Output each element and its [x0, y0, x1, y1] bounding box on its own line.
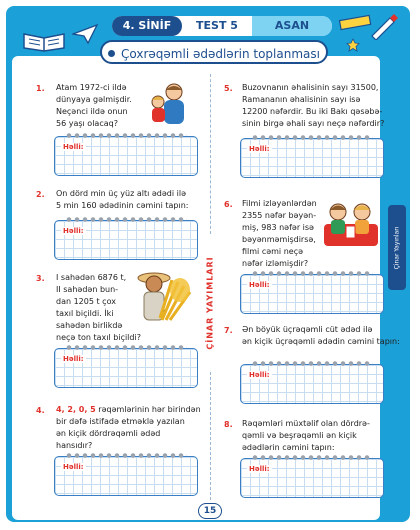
vertical-brand [203, 235, 217, 370]
answer-label: Həlli: [63, 227, 84, 235]
question-line: Buzovnanın əhalisinin sayı 31500, [242, 83, 379, 92]
question-line: 5 min 160 ədədinin cəmini tapın: [56, 201, 189, 210]
answer-label: Həlli: [249, 371, 270, 379]
question-text [56, 188, 188, 212]
question-line: Filmi izləyənlərdən [242, 199, 317, 208]
answer-label: Həlli: [249, 145, 270, 153]
question-number: 5. [224, 84, 233, 93]
question-line: ən kiçik üçrəqəmli ədədin cəmini tapın: [242, 337, 400, 346]
question-line-rest: rəqəmlərinin hər birindən [95, 405, 201, 414]
question-line: neçə ton taxıl biçildi? [56, 333, 141, 342]
column-divider-bottom [210, 372, 211, 500]
answer-box[interactable] [54, 348, 198, 388]
answer-label: Həlli: [63, 355, 84, 363]
question-line: I sahədən 6876 t, [56, 273, 127, 282]
answer-box[interactable] [240, 458, 384, 498]
answer-label: Həlli: [249, 281, 270, 289]
page-title-text: Çoxrəqəmli ədədlərin toplanması [121, 47, 320, 61]
question-line: Ən böyük üçrəqəmli cüt ədəd ilə [242, 325, 373, 334]
question-number: 3. [36, 274, 45, 283]
question-text [56, 272, 141, 344]
question-line: sinin birgə əhali sayı neçə nəfərdir? [242, 119, 385, 128]
answer-box[interactable] [240, 138, 384, 178]
answer-box[interactable] [54, 456, 198, 496]
book-icon [22, 28, 66, 52]
question-line: bəyənməmişdirsə, [242, 235, 316, 244]
answer-label: Həlli: [63, 463, 84, 471]
page-title [100, 40, 328, 64]
question-line: 56 yaşı olacaq? [56, 119, 118, 128]
test-label: TEST 5 [196, 19, 238, 32]
question-line: sahədən birlikdə [56, 321, 123, 330]
father-child-illustration [142, 82, 192, 128]
question-line: taxıl biçildi. İki [56, 309, 114, 318]
question-line [56, 404, 201, 416]
answer-label: Həlli: [63, 143, 84, 151]
answer-label: Həlli: [249, 465, 270, 473]
question-number: 2. [36, 190, 45, 199]
farmer-wheat-illustration [132, 268, 194, 328]
question-number: 1. [36, 84, 45, 93]
question-text [56, 404, 201, 452]
question-number: 6. [224, 200, 233, 209]
question-line: On dörd min üç yüz altı ədədi ilə [56, 189, 186, 198]
pencil-icon [368, 10, 398, 40]
question-line: dan 1205 t çox [56, 297, 116, 306]
answer-box[interactable] [54, 220, 198, 260]
level-badge: ASAN [252, 16, 332, 36]
question-line: qəmli və beşrəqəmli ən kiçik [242, 431, 357, 440]
question-line: II sahədən bun- [56, 285, 119, 294]
question-line: Atam 1972-ci ildə [56, 83, 127, 92]
question-text [242, 198, 317, 270]
page-number: 15 [198, 503, 222, 519]
grade-badge: 4. SİNİF [112, 16, 182, 36]
question-number: 7. [224, 326, 233, 335]
answer-box[interactable] [240, 274, 384, 314]
question-line: Ramananın əhalisinin sayı isə [242, 95, 361, 104]
question-line: Neçənci ildə onun [56, 107, 128, 116]
title-bullet-icon [108, 50, 115, 57]
question-line: miş, 983 nəfər isə [242, 223, 314, 232]
question-text [56, 82, 132, 130]
ruler-icon [338, 12, 372, 34]
question-line: ədədlərin cəmini tapın: [242, 443, 335, 452]
star-icon [346, 38, 360, 52]
question-line: filmi cəmi neçə [242, 247, 304, 256]
paper-plane-icon [72, 24, 98, 44]
question-line: dünyaya gəlmişdir. [56, 95, 132, 104]
question-line: bir dəfə istifadə etməklə yazılan [56, 417, 185, 426]
question-number: 4. [36, 406, 45, 415]
question-number: 8. [224, 420, 233, 429]
question-line: ən kiçik dördrəqəmli ədəd [56, 429, 161, 438]
answer-box[interactable] [54, 136, 198, 176]
question-text [242, 82, 384, 130]
question-text [242, 418, 370, 454]
cinema-audience-illustration [322, 198, 380, 250]
question-highlight: 4, 2, 0, 5 [56, 405, 96, 414]
answer-box[interactable] [240, 364, 384, 404]
question-line: hansıdır? [56, 441, 93, 450]
question-line: 12200 nəfərdir. Bu iki Bakı qəsəbə- [242, 107, 383, 116]
vertical-brand-text: ÇİNAR YAYIMLARI [205, 255, 215, 350]
side-publisher-tab [388, 205, 406, 290]
question-line: nəfər izləmişdir? [242, 259, 309, 268]
question-line: 2355 nəfər bəyən- [242, 211, 317, 220]
question-line: Rəqəmləri müxtəlif olan dördrə- [242, 419, 370, 428]
question-text [242, 324, 400, 348]
side-tab-text: Çinar Yayınları [393, 226, 401, 269]
column-divider-top [210, 74, 211, 234]
